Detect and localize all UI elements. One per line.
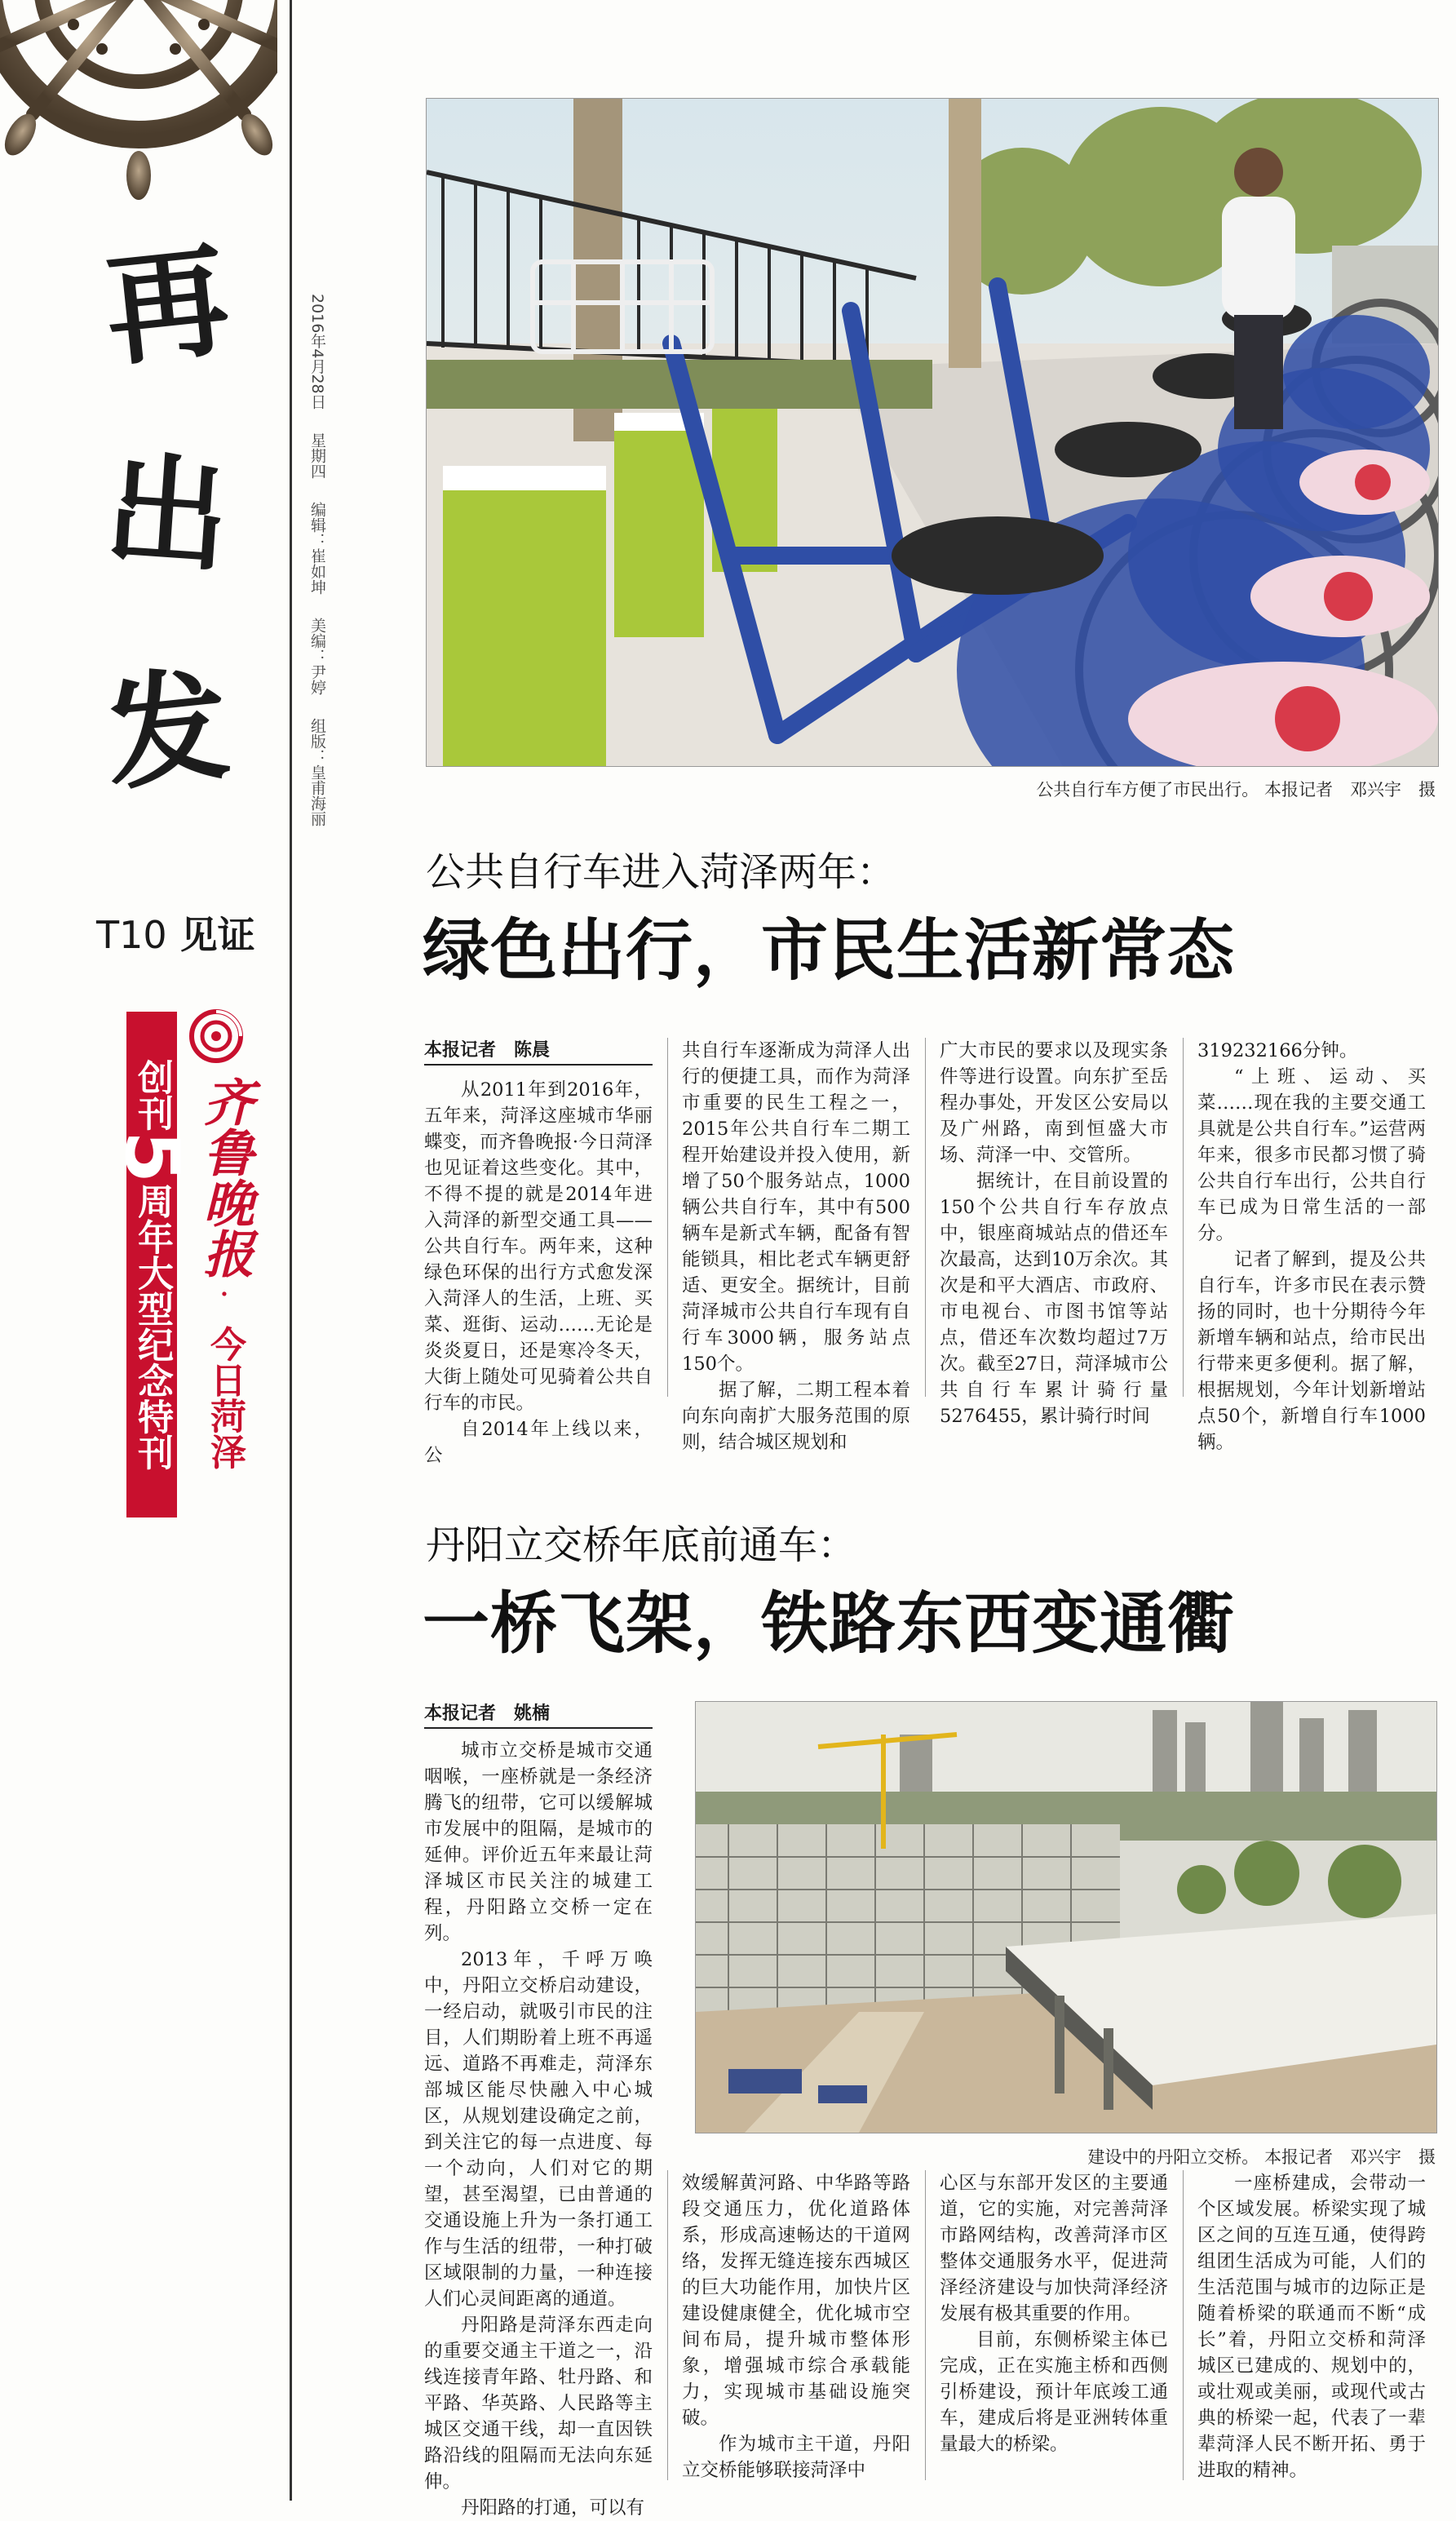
anniversary-banner: [108, 1012, 196, 1517]
article1-c3-p2: 据统计，在目前设置的150个公共自行车存放点中，银座商城站点的借还车次最高，达到10万余次。其次是和平大酒店、市政府、市电视台、市图书馆等站点，借还车次数均超过7万次。截至27日，菏泽城市公共自行车累计骑行量5276455，累计骑行时间: [940, 1171, 1168, 1427]
article2-c3-p2: 目前，东侧桥梁主体已完成，正在实施主桥和西侧引桥建设，预计年底竣工通车，建成后将是亚洲转体重量最大的桥梁。: [940, 2329, 1168, 2455]
article1-c1-p2: 自2014年上线以来，公: [424, 1419, 653, 1466]
column-divider: [290, 0, 292, 2501]
issue-weekday: 星期四: [308, 432, 326, 479]
article2-c1-p3: 丹阳路是菏泽东西走向的重要交通主干道之一，沿线连接青年路、牡丹路、和平路、华英路、人民路等主城区交通干线，却一直因铁路沿线的阻隔而无法向东延伸。: [424, 2315, 653, 2492]
anniversary-line2: 周年大型纪念特刊: [131, 1183, 173, 1470]
page-code: T10: [96, 913, 167, 957]
anniversary-line1: 创刊: [131, 1058, 173, 1131]
column-rule: [667, 2170, 668, 2480]
article2-c4-p1: 一座桥建成，会带动一个区域发展。桥梁实现了城区之间的互连互通，使得跨组团生活成为可能，人们的生活范围与城市的边际正是随着桥梁的联通而不断“成长”着，丹阳立交桥和菏泽城区已建成的、规划中的，或壮观或美丽，或现代或古典的桥梁一起，代表了一辈辈菏泽人民不断开拓、勇于进取的精神。: [1197, 2173, 1426, 2481]
masthead-char-1: 再: [99, 228, 236, 384]
article1-headline: 绿色出行，市民生活新常态: [423, 912, 1236, 990]
article1-column-2: [682, 1038, 910, 1455]
sun-logo-icon: [188, 1008, 245, 1065]
article2-column-3: [940, 2170, 1168, 2457]
article1-column-1: [424, 1077, 653, 1469]
article1-c2-p2: 据了解，二期工程本着向东向南扩大服务范围的原则，结合城区规划和: [682, 1380, 910, 1453]
anniversary-number: 5: [108, 1130, 196, 1183]
column-rule: [925, 2170, 926, 2480]
issue-meta: [297, 294, 326, 844]
column-rule: [1183, 1038, 1184, 1397]
ship-wheel-decoration: [0, 0, 277, 204]
column-rule: [1183, 2170, 1184, 2480]
article1-c1-p1: 从2011年到2016年，五年来，菏泽这座城市华丽蝶变，而齐鲁晚报·今日菏泽也见证着这些变化。其中，不得不提的就是2014年进入菏泽的新型交通工具——公共自行车。两年来，这种绿色环保的出行方式愈发深入菏泽人的生活，上班、买菜、逛街、运动……无论是炎炎夏日，还是寒冷冬天，大街上随处可见骑着公共自行车的市民。: [424, 1079, 653, 1414]
article2-byline: 本报记者 姚楠: [424, 1699, 653, 1729]
issue-date: 2016年4月28日: [308, 294, 326, 410]
newspaper-logo: [188, 1008, 261, 1530]
article1-c3-p1: 广大市民的要求以及现实条件等进行设置。向东扩至岳程办事处，开发区公安局以及广州路，南到恒盛大市场、菏泽一中、交管所。: [940, 1040, 1168, 1166]
article1-c4-p1: 319232166分钟。: [1197, 1040, 1358, 1061]
section-name: 见证: [179, 913, 255, 957]
article2-c3-p1: 心区与东部开发区的主要通道，它的实施，对完善菏泽市路网结构，改善菏泽市区整体交通服务水平，促进菏泽经济建设与加快菏泽经济发展有极其重要的作用。: [940, 2173, 1168, 2324]
article2-c2-p1: 效缓解黄河路、中华路等路段交通压力，优化道路体系，形成高速畅达的干道网络，发挥无缝连接东西城区的巨大功能作用，加快片区建设健康健全，优化城市空间布局，提升城市整体形象，增强城市综合承载能力，实现城市基础设施突破。: [682, 2173, 910, 2429]
article1-column-4: [1197, 1038, 1426, 1455]
article1-c2-p1: 共自行车逐渐成为菏泽人出行的便捷工具，而作为菏泽市重要的民生工程之一，2015年公共自行车二期工程开始建设并投入使用，新增了50个服务站点，1000辆公共自行车，其中有500辆车是新式车辆，配备有智能锁具，相比老式车辆更舒适、更安全。据统计，目前菏泽城市公共自行车现有自行车3000辆，服务站点150个。: [682, 1040, 910, 1375]
editor-credit: 编辑：崔如坤: [308, 501, 326, 595]
column-rule: [667, 1038, 668, 1397]
article2-c1-p2: 2013年，千呼万唤中，丹阳立交桥启动建设，一经启动，就吸引市民的注目，人们期盼着上班不再遥远、道路不再难走，菏泽东部城区能尽快融入中心城区，从规划建设确定之前，到关注它的每一点进度、每一个动向，人们对它的期望，甚至渴望，已由普通的交通设施上升为一条打通工作与生活的纽带，一种打破区域限制的力量，一种连接人们心灵间距离的通道。: [424, 1949, 653, 2310]
article1-c4-p2: “上班、运动、买菜……现在我的主要交通工具就是公共自行车。”运营两年来，很多市民都习惯了骑公共自行车出行，公共自行车已成为日常生活的一部分。: [1197, 1066, 1426, 1244]
article2-headline: 一桥飞架，铁路东西变通衢: [423, 1585, 1236, 1663]
article1-byline: 本报记者 陈晨: [424, 1036, 653, 1066]
bicycle-scene: [427, 99, 1438, 766]
article2-c1-p1: 城市立交桥是城市交通咽喉，一座桥就是一条经济腾飞的纽带，它可以缓解城市发展中的阻隔，是城市的延伸。评价近五年来最让菏泽城区市民关注的城建工程，丹阳路立交桥一定在列。: [424, 1740, 653, 1944]
article1-column-3: [940, 1038, 1168, 1429]
bridge-construction-scene: [696, 1702, 1436, 2133]
article2-column-2: [682, 2170, 910, 2483]
column-rule: [925, 1038, 926, 1397]
layout-credit: 组版：皇甫海丽: [308, 717, 326, 826]
name-separator: ·: [219, 1276, 230, 1314]
paper-name: 齐鲁晚报: [195, 1076, 254, 1278]
article2-column-1: [424, 1738, 653, 2521]
article2-c2-p2: 作为城市主干道，丹阳立交桥能够联接菏泽中: [682, 2434, 910, 2481]
art-credit: 美编：尹婷: [308, 617, 326, 695]
article2-column-4: [1197, 2170, 1426, 2483]
masthead-char-3: 发: [99, 652, 236, 809]
bridge-photo: [695, 1701, 1437, 2133]
photo2-caption: 建设中的丹阳立交桥。 本报记者 邓兴宇 摄: [1087, 2147, 1436, 2167]
section-label: [96, 906, 255, 959]
article1-kicker: 公共自行车进入菏泽两年：: [426, 849, 896, 895]
edition-name: 今日菏泽: [204, 1326, 246, 1469]
article2-kicker: 丹阳立交桥年底前通车：: [426, 1522, 857, 1568]
article2-c1-p4: 丹阳路的打通，可以有: [461, 2497, 645, 2519]
masthead-char-2: 出: [101, 437, 233, 591]
article1-c4-p3: 记者了解到，提及公共自行车，许多市民在表示赞扬的同时，也十分期待今年新增车辆和站点，给市民出行带来更多便利。据了解，根据规划，今年计划新增站点50个，新增自行车1000辆。: [1197, 1249, 1426, 1453]
bicycle-photo: [426, 98, 1439, 767]
photo1-caption: 公共自行车方便了市民出行。 本报记者 邓兴宇 摄: [1036, 780, 1436, 800]
